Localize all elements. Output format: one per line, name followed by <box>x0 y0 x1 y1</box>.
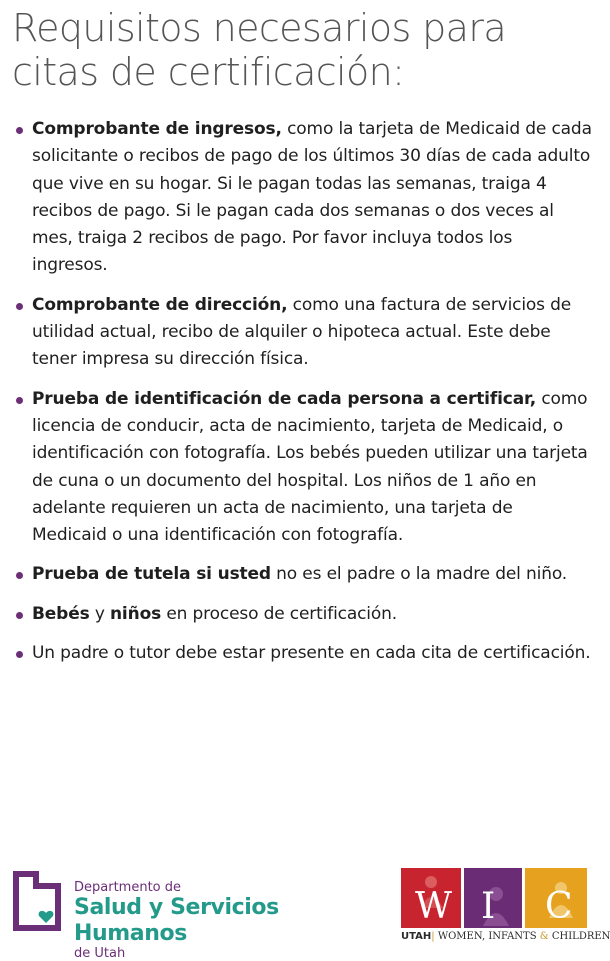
dhhs-logo <box>12 870 392 961</box>
item-text: Un padre o tutor debe estar presente en cada cita de certificación. <box>32 643 591 664</box>
bullet-icon <box>16 127 23 134</box>
wic-letter-i: I <box>481 886 496 927</box>
list-item <box>14 640 592 667</box>
item-text: en proceso de certificación. <box>161 603 398 624</box>
wic-tag-utah: UTAH <box>401 931 432 942</box>
item-lead: Comprobante de ingresos, <box>32 119 282 139</box>
wic-tag-end: CHILDREN <box>548 931 610 942</box>
dhhs-line2: Salud y Servicios Humanos <box>74 895 279 946</box>
wic-letter-c: C <box>545 886 573 927</box>
list-item <box>14 116 592 280</box>
wic-blocks-icon <box>401 868 587 928</box>
page-title: Requisitos necesarios para citas de certificación: <box>12 6 507 94</box>
item-text: como una factura de servicios de utilidad actual, recibo de alquiler o hipoteca actual. Este debe tener impresa su dirección física. <box>32 294 572 370</box>
item-lead: Prueba de tutela si usted <box>32 564 271 585</box>
item-text: no es el padre o la madre del niño. <box>270 564 568 585</box>
dhhs-line3: de Utah <box>74 946 126 961</box>
bullet-icon <box>16 303 23 310</box>
item-text-mid: y <box>89 603 110 624</box>
dhhs-line1: Departmento de <box>74 880 182 895</box>
wic-tag-rest: WOMEN, INFANTS <box>434 931 540 942</box>
bullet-icon <box>16 612 23 619</box>
wic-tagline <box>401 930 610 944</box>
utah-state-icon <box>12 870 68 934</box>
wic-tag-ampersand: & <box>539 931 549 942</box>
item-bold-children: niños <box>109 603 162 624</box>
dhhs-text <box>74 880 392 961</box>
requirements-list <box>14 116 592 679</box>
list-item <box>14 386 592 550</box>
item-lead: Prueba de identificación de cada persona a certificar, <box>32 388 537 409</box>
wic-letter-w: W <box>415 886 453 927</box>
list-item <box>14 561 592 588</box>
item-text: como la tarjeta de Medicaid de cada solicitante o recibos de pago de los últimos 30 días de cada adulto que vive en su hogar. Si le pagan todas las semanas, traiga 4 recibos de pago. Si le pagan cada dos semanas o dos veces al mes, traiga 2 recibos de pago. Por favor incluya todos los ingresos. <box>32 119 592 276</box>
item-bold-babies: Bebés <box>32 603 90 624</box>
bullet-icon <box>16 651 23 658</box>
wic-logo <box>401 868 610 948</box>
list-item <box>14 601 592 628</box>
list-item <box>14 292 592 374</box>
item-text: como licencia de conducir, acta de nacimiento, tarjeta de Medicaid, o identificación con fotografía. Los bebés pueden utilizar una tarjeta de cuna o un documento del hospital. Los niños de 1 año en adelante requieren un acta de nacimiento, una tarjeta de Medicaid o una identificación con fotografía. <box>32 388 588 546</box>
bullet-icon <box>16 572 23 579</box>
wic-tag-separator: | <box>431 931 435 942</box>
bullet-icon <box>16 397 23 404</box>
item-lead: Comprobante de dirección, <box>32 294 288 315</box>
